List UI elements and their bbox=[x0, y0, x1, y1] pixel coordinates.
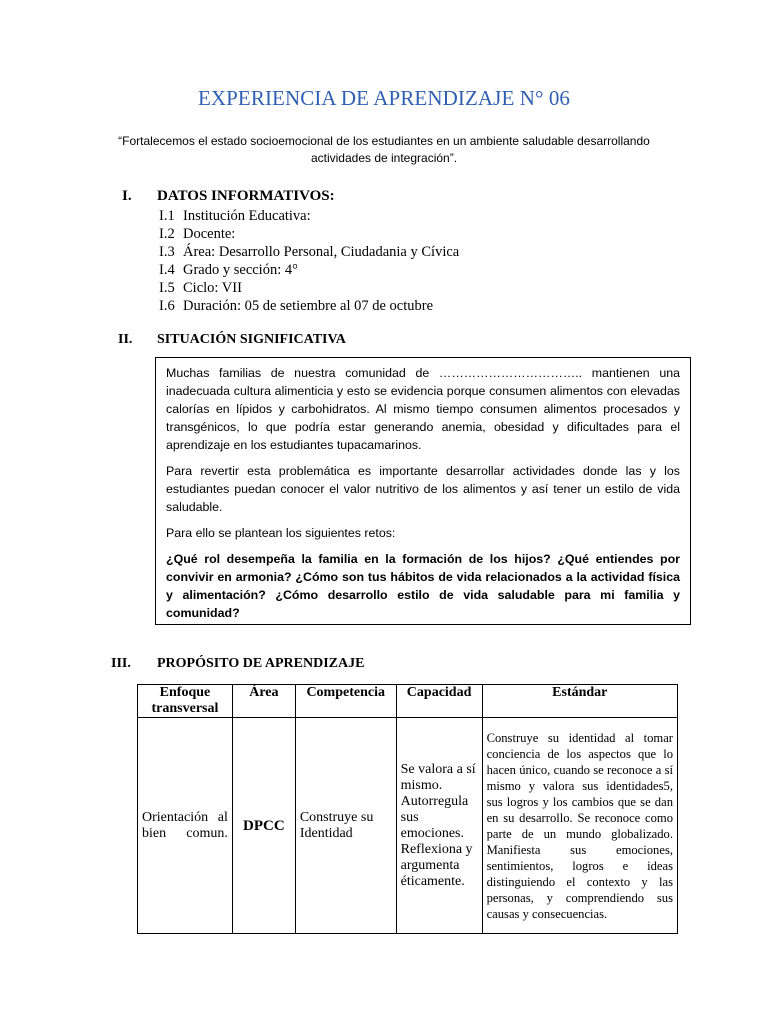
item-text: Institución Educativa: bbox=[183, 208, 311, 224]
header-competencia: Competencia bbox=[295, 685, 396, 718]
header-capacidad: Capacidad bbox=[396, 685, 482, 718]
item-text: Área: Desarrollo Personal, Ciudadania y Cívica bbox=[183, 244, 460, 260]
item-code: I.1 bbox=[159, 208, 175, 224]
section-number: III. bbox=[111, 656, 131, 671]
header-estandar: Estándar bbox=[482, 685, 677, 718]
datos-informativos-list bbox=[159, 207, 459, 315]
section-datos-heading bbox=[122, 188, 522, 208]
cell-capacidad: Se valora a sí mismo. Autorregula sus emociones. Reflexiona y argumenta éticamente. bbox=[396, 718, 482, 934]
item-text: Duración: 05 de setiembre al 07 de octubre bbox=[183, 298, 434, 314]
list-item bbox=[159, 243, 459, 261]
header-enfoque: Enfoque transversal bbox=[138, 685, 233, 718]
document-subtitle: “Fortalecemos el estado socioemocional de los estudiantes en un ambiente saludable desarrollando actividades de integración”. bbox=[118, 134, 650, 165]
section-title: DATOS INFORMATIVOS: bbox=[157, 188, 335, 204]
section-situacion-heading bbox=[118, 332, 518, 352]
cell-area: DPCC bbox=[232, 718, 295, 934]
retos-paragraph: ¿Qué rol desempeña la familia en la formación de los hijos? ¿Qué entiendes por convivir en armonia? ¿Cómo son tus hábitos de vida relacionados a la actividad física y alimentación? ¿Cómo desarrollo estilo de vida saludable para mi familia y comunidad? bbox=[166, 552, 680, 620]
item-code: I.5 bbox=[159, 280, 175, 296]
list-item bbox=[159, 207, 459, 225]
document-title: EXPERIENCIA DE APRENDIZAJE N° 06 bbox=[197, 86, 571, 110]
item-text: Grado y sección: 4° bbox=[183, 262, 298, 278]
list-item bbox=[159, 297, 459, 315]
list-item bbox=[159, 279, 459, 297]
item-text: Ciclo: VII bbox=[183, 280, 242, 296]
cell-enfoque: Orientación al bien comun. bbox=[138, 718, 233, 934]
item-text: Docente: bbox=[183, 226, 236, 242]
section-number: I. bbox=[122, 188, 132, 204]
table-header-row bbox=[138, 685, 678, 718]
list-item bbox=[159, 225, 459, 243]
item-code: I.3 bbox=[159, 244, 175, 260]
item-code: I.6 bbox=[159, 298, 175, 314]
section-title: PROPÓSITO DE APRENDIZAJE bbox=[157, 656, 365, 671]
item-code: I.2 bbox=[159, 226, 175, 242]
section-title: SITUACIÓN SIGNIFICATIVA bbox=[157, 332, 346, 347]
situacion-paragraph: Para ello se plantean los siguientes retos: bbox=[166, 526, 396, 540]
situacion-paragraph: Para revertir esta problemática es importante desarrollar actividades donde las y los estudiantes puedan conocer el valor nutritivo de los alimentos y así tener un estilo de vida saludable. bbox=[166, 464, 680, 514]
cell-competencia: Construye su Identidad bbox=[295, 718, 396, 934]
header-area: Área bbox=[232, 685, 295, 718]
proposito-table bbox=[137, 684, 678, 934]
table-row bbox=[138, 718, 678, 934]
section-proposito-heading bbox=[111, 656, 511, 676]
section-number: II. bbox=[118, 332, 133, 347]
item-code: I.4 bbox=[159, 262, 175, 278]
situacion-paragraph: Muchas familias de nuestra comunidad de …………………………….. mantienen una inadecuada cultura alimenticia y esto se evidencia porque consumen alimentos con elevadas calorías en lípidos y carbohidratos. Al mismo tiempo consumen alimentos procesados y transgénicos, lo que podría estar generando anemia, obesidad y dificultades para el aprendizaje en los estudiantes tupacamarinos. bbox=[166, 366, 680, 452]
cell-estandar: Construye su identidad al tomar conciencia de los aspectos que lo hacen único, cuando se reconoce a sí mismo y valora sus identidades5, sus logros y los cambios que se dan en su desarrollo. Se reconoce como parte de un mundo globalizado. Manifiesta sus emociones, sentimientos, logros e ideas distinguiendo el contexto y las personas, y comprendiendo sus causas y consecuencias. bbox=[482, 718, 677, 934]
situacion-significativa-box bbox=[155, 357, 691, 625]
list-item bbox=[159, 261, 459, 279]
